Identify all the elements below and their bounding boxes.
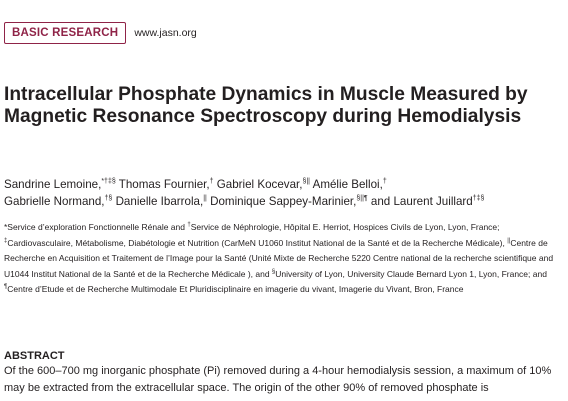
affiliation-mark: ‡ xyxy=(4,237,8,244)
author-affiliation-marks: †§ xyxy=(104,195,113,203)
author-list xyxy=(4,176,564,210)
author-affiliation-marks: §|| xyxy=(302,178,310,186)
author-name: Sandrine Lemoine, xyxy=(4,178,102,191)
section-badge: BASIC RESEARCH xyxy=(4,22,126,44)
page-header xyxy=(0,22,197,44)
article-title: Intracellular Phosphate Dynamics in Muscle Measured by Magnetic Resonance Spectroscopy during Hemodialysis xyxy=(4,84,528,127)
author-name: Amélie Belloi, xyxy=(312,178,383,191)
author-name: Gabriel Kocevar, xyxy=(216,178,303,191)
abstract-heading: ABSTRACT xyxy=(4,350,65,362)
affiliation-mark: ¶ xyxy=(4,284,8,291)
affiliation-text: *Service d’exploration Fonctionnelle Rénale and xyxy=(4,222,188,232)
author-affiliation-marks: † xyxy=(382,178,387,186)
affiliation-text: University of Lyon, University Claude Bernard Lyon 1, Lyon, France; and xyxy=(275,268,547,279)
affiliation-mark: † xyxy=(187,222,191,229)
affiliation-text: Centre de Recherche en Acquisition et Traitement de l’Image pour la Santé (Unité Mixte de Recherche 5220 Centre national de la recherche scientifique and U1044 Institut National de la Santé et de la Recherche Médicale ), and xyxy=(4,237,554,279)
author-name: Gabrielle Normand, xyxy=(4,195,105,208)
affiliation-text: Service de Néphrologie, Hôpital E. Herriot, Hospices Civils de Lyon, Lyon, France; xyxy=(190,222,500,232)
author-affiliation-marks: † xyxy=(209,178,214,186)
author-affiliation-marks: §||¶ xyxy=(356,195,368,203)
author-name: Danielle Ibarrola, xyxy=(115,195,204,208)
author-name: and Laurent Juillard xyxy=(370,195,473,208)
author-affiliation-marks: †‡§ xyxy=(472,195,485,203)
affiliation-text: Cardiovasculaire, Métabolisme, Diabétologie et Nutrition (CarMeN U1060 Institut National de la Santé et de la Recherche Médicale), xyxy=(7,237,508,248)
affiliation-mark: || xyxy=(507,237,511,244)
journal-website-link[interactable]: www.jasn.org xyxy=(134,27,197,39)
affiliations xyxy=(4,220,560,298)
abstract-text: Of the 600–700 mg inorganic phosphate (Pi) removed during a 4-hour hemodialysis session, a maximum of 10% may be extracted from the extracellular space. The origin of the other 90% of removed phosphate is xyxy=(4,365,552,394)
affiliation-mark: § xyxy=(271,268,276,275)
author-name: Dominique Sappey-Marinier, xyxy=(210,195,357,208)
author-name: Thomas Fournier, xyxy=(118,178,210,191)
author-affiliation-marks: || xyxy=(203,195,207,203)
affiliation-text: Centre d’Etude et de Recherche Multimodale Et Pluridisciplinaire en imagerie du vivant, Imagerie du Vivant, Bron, France xyxy=(7,284,464,294)
author-affiliation-marks: *†‡§ xyxy=(101,178,116,186)
